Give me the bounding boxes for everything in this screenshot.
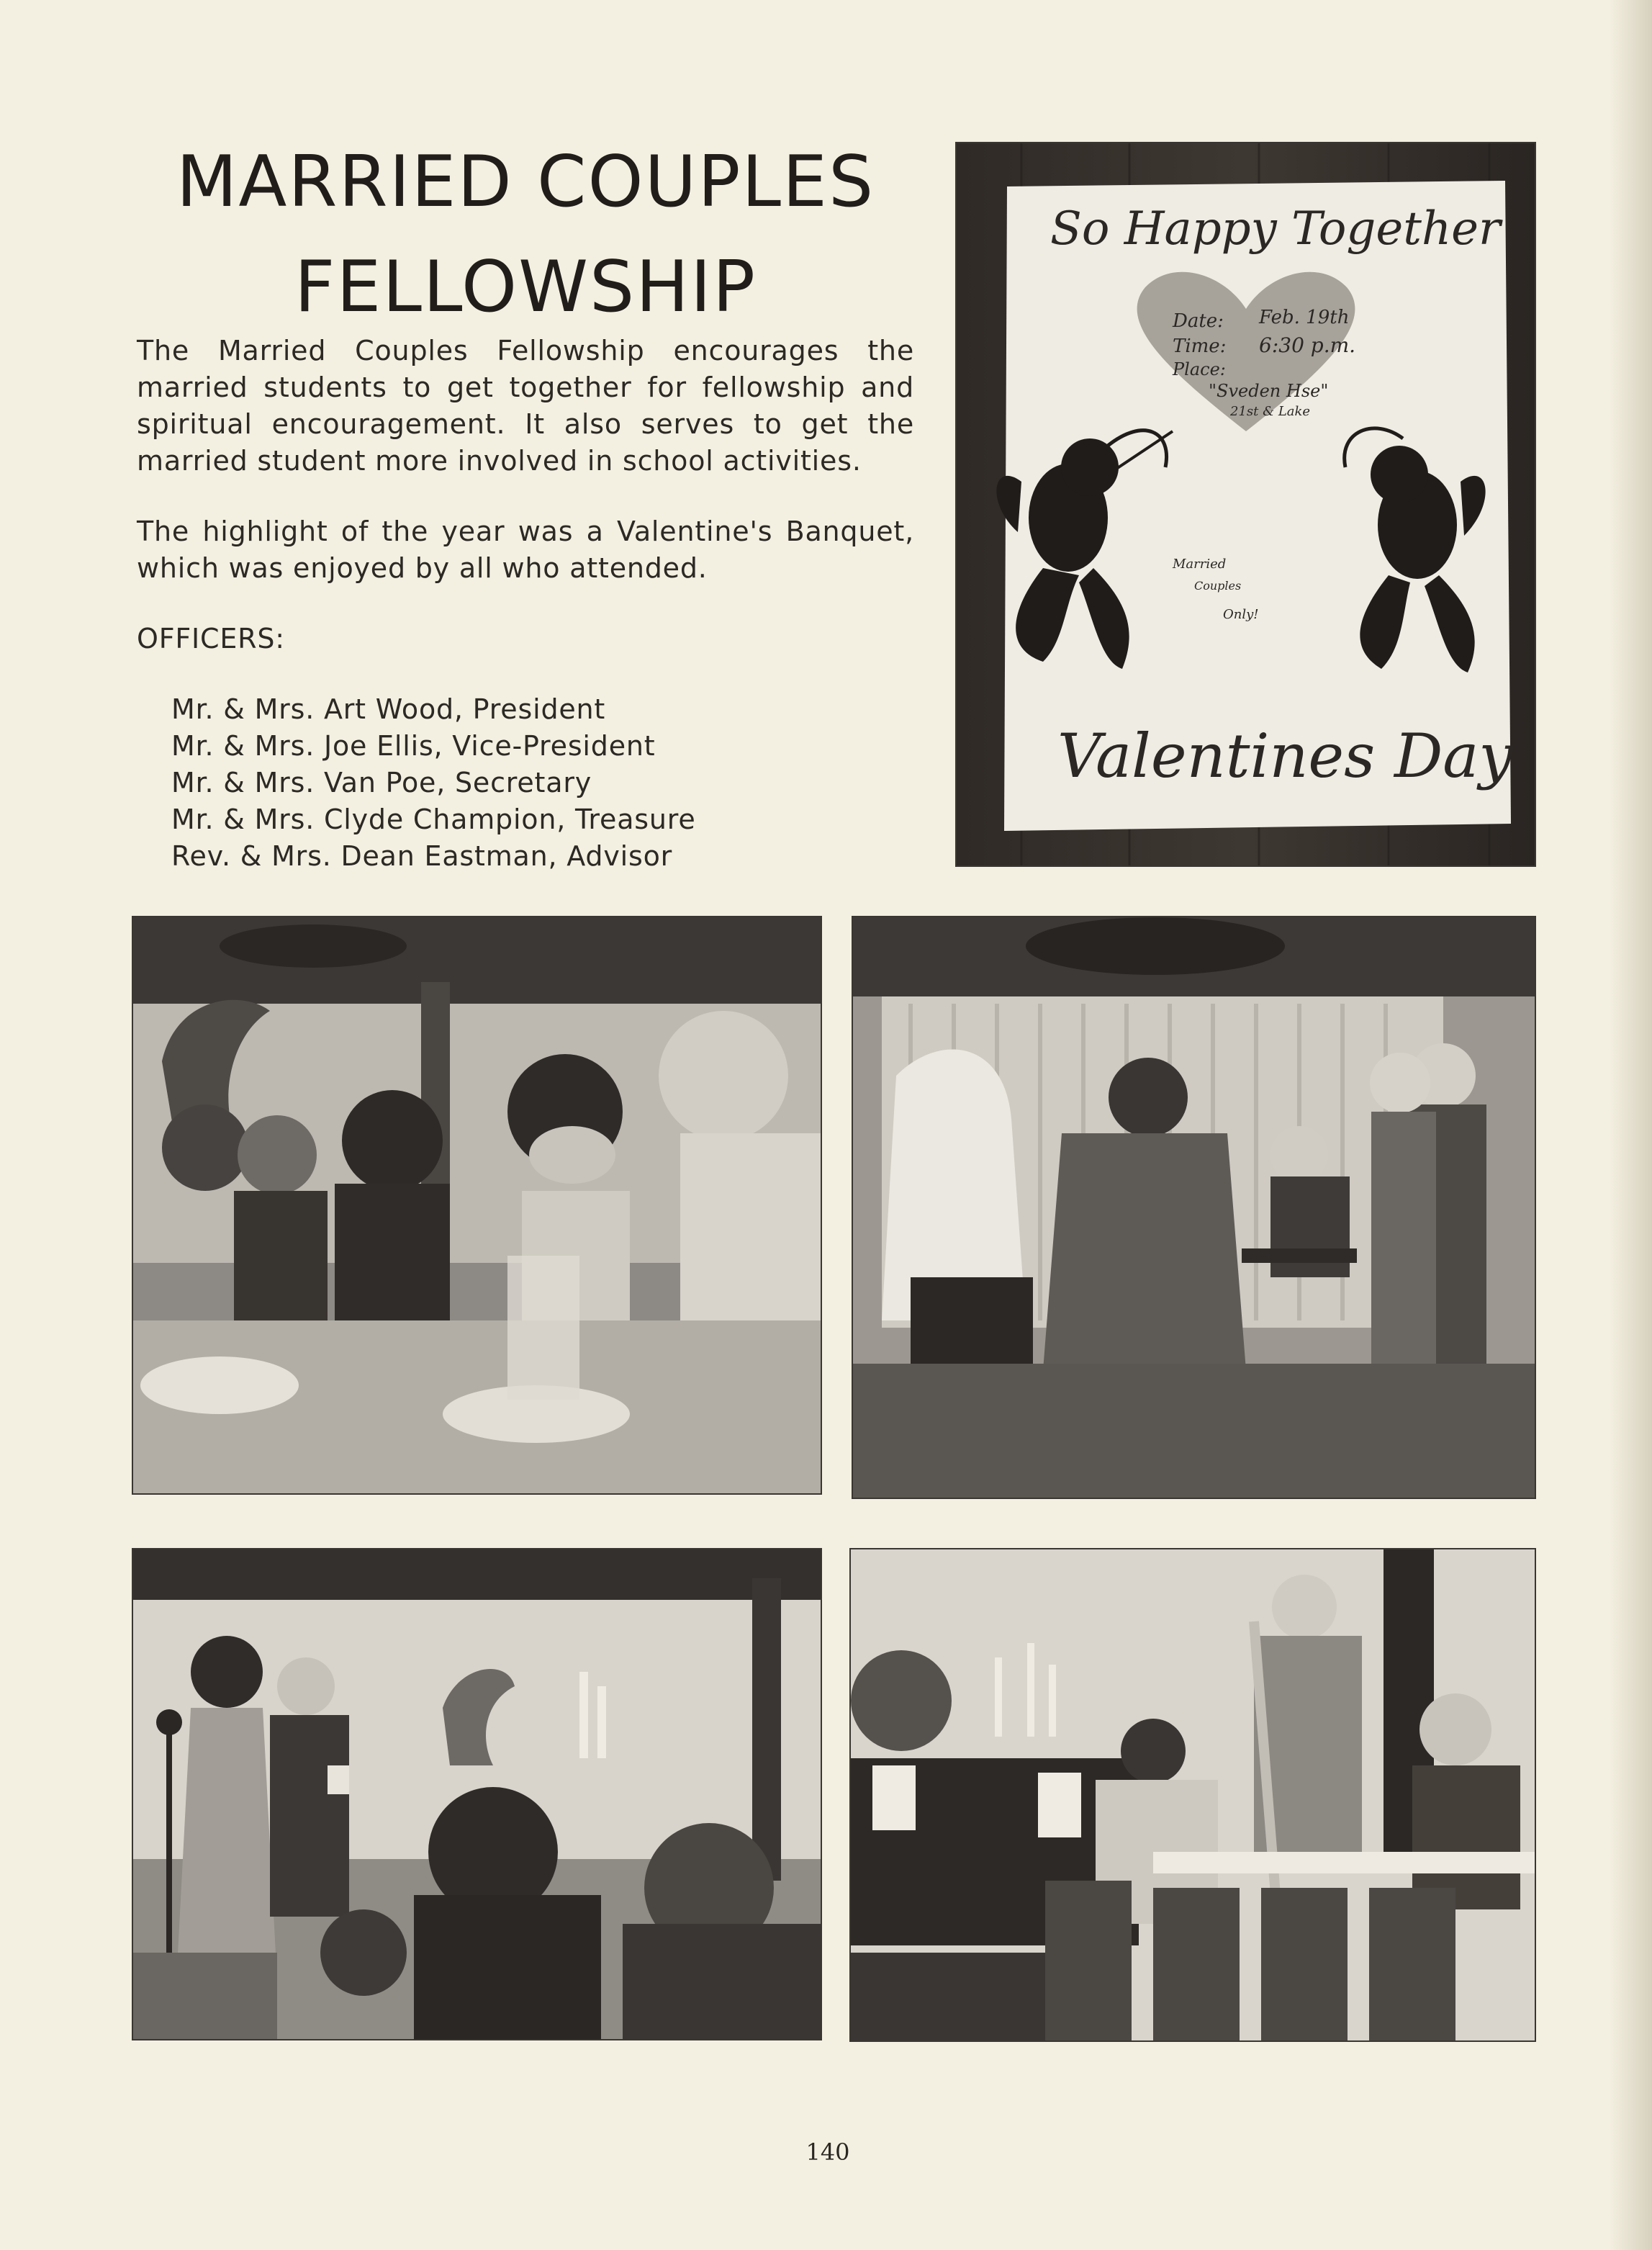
mock-wedding-scene bbox=[853, 917, 1535, 1498]
officers-heading: OFFICERS: bbox=[137, 623, 285, 654]
page-number: 140 bbox=[805, 2138, 850, 2166]
officers-list bbox=[137, 691, 914, 875]
poster-place-value: "Sveden Hse" bbox=[1209, 381, 1329, 401]
poster-date-label: Date: bbox=[1173, 310, 1224, 332]
banquet-table-photo bbox=[132, 916, 822, 1495]
poster-note-line-2: Couples bbox=[1194, 579, 1242, 593]
banquet-speakers-scene bbox=[133, 1549, 821, 2039]
article-body bbox=[137, 333, 914, 875]
valentine-poster-photo bbox=[955, 142, 1536, 867]
highlight-paragraph: The highlight of the year was a Valentine's Banquet, which was enjoyed by all who attended. bbox=[137, 516, 914, 584]
officer-item: Mr. & Mrs. Clyde Champion, Treasure bbox=[171, 804, 696, 835]
poster-date-value: Feb. 19th bbox=[1259, 307, 1350, 328]
officer-item: Rev. & Mrs. Dean Eastman, Advisor bbox=[171, 840, 673, 872]
poster-note-line-3: Only! bbox=[1223, 607, 1259, 622]
officer-item: Mr. & Mrs. Art Wood, President bbox=[171, 693, 606, 725]
poster-place-label: Place: bbox=[1173, 359, 1226, 379]
page-title bbox=[130, 130, 921, 340]
intro-paragraph: The Married Couples Fellowship encourages the married students to get together for fellowship and spiritual encouragement. It also serves to get the married student more involved in school activities. bbox=[137, 335, 914, 477]
poster-illustration bbox=[957, 143, 1535, 865]
poster-time-value: 6:30 p.m. bbox=[1259, 333, 1356, 357]
piano-skit-photo bbox=[849, 1548, 1536, 2042]
title-line-1: MARRIED COUPLES bbox=[176, 141, 875, 223]
piano-skit-scene bbox=[851, 1549, 1535, 2040]
poster-footer: Valentines Day bbox=[1057, 721, 1513, 791]
officer-item: Mr. & Mrs. Joe Ellis, Vice-President bbox=[171, 730, 656, 762]
officer-item: Mr. & Mrs. Van Poe, Secretary bbox=[171, 767, 592, 798]
poster-place-detail: 21st & Lake bbox=[1230, 404, 1311, 419]
poster-note-line-1: Married bbox=[1173, 557, 1227, 572]
mock-wedding-photo bbox=[852, 916, 1536, 1499]
poster-headline: So Happy Together bbox=[1050, 202, 1501, 256]
page-edge-shadow bbox=[1609, 0, 1652, 2250]
title-line-2: FELLOWSHIP bbox=[294, 246, 757, 328]
banquet-table-scene bbox=[133, 917, 821, 1493]
banquet-speakers-photo bbox=[132, 1548, 822, 2040]
poster-time-label: Time: bbox=[1173, 336, 1227, 357]
